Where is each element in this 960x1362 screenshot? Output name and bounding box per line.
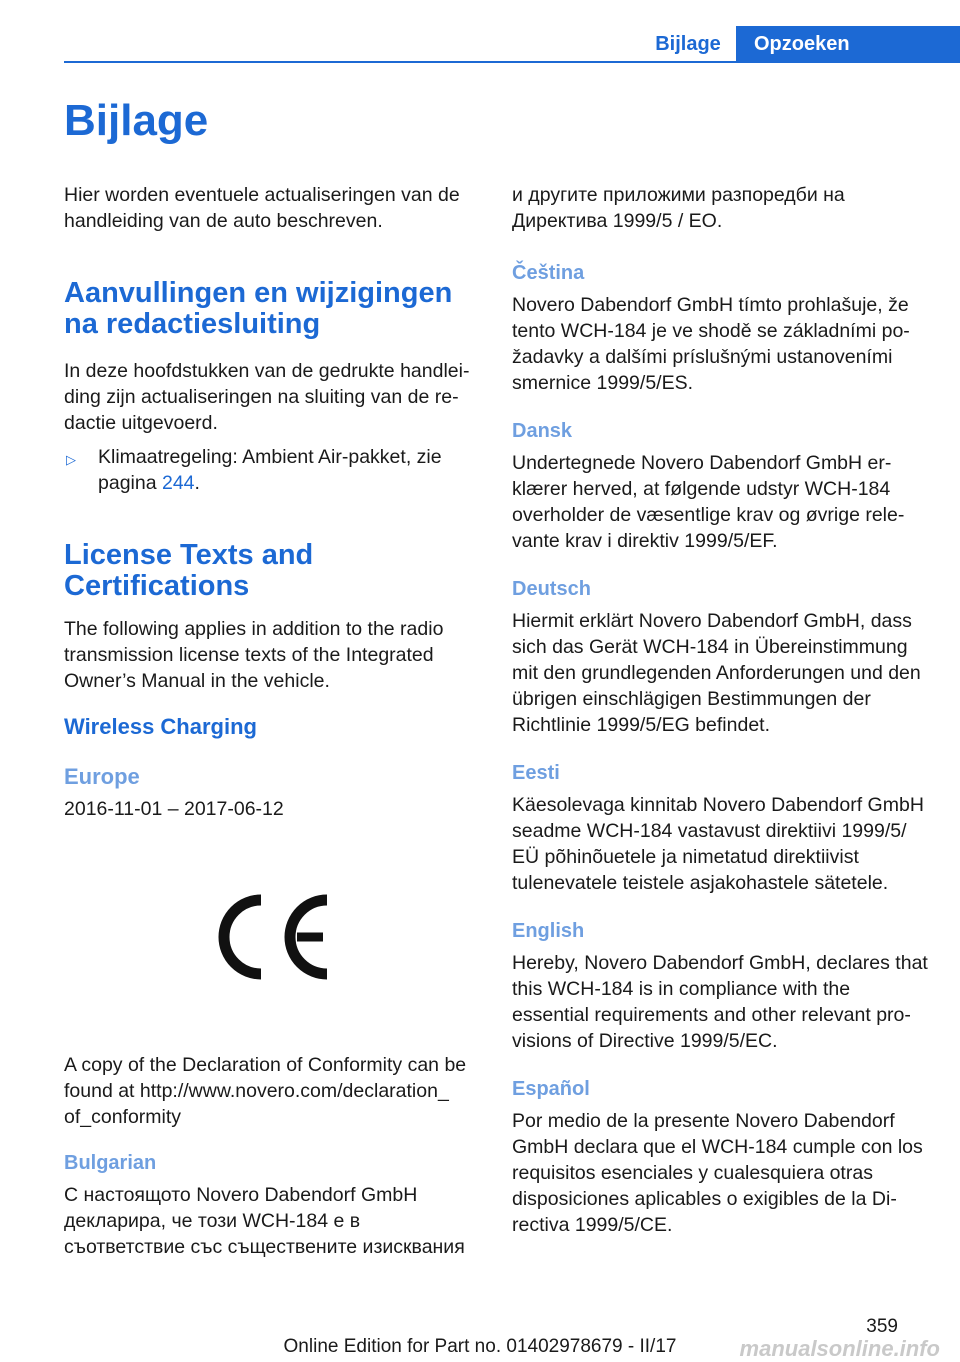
header-bar <box>0 0 960 62</box>
heading-bulgarian: Bulgarian <box>64 1152 157 1174</box>
dansk-text: Undertegnede Novero Dabendorf GmbH erklærer herved, at følgende udstyr WCH-184 overholder de væsentlige krav og øvrige relevante krav i direktiv 1999/5/EF. <box>512 452 905 552</box>
page-link[interactable]: 244 <box>161 472 195 494</box>
license-text: The following applies in addition to the radio transmission license texts of the Integrated Owner’s Manual in the vehicle. <box>64 618 444 692</box>
heading-espanol: Español <box>512 1078 590 1100</box>
date-range: 2016-11-01 – 2017-06-12 <box>64 798 284 820</box>
header-rule <box>64 61 960 63</box>
watermark: manualsonline.info <box>739 1336 940 1361</box>
tab-opzoeken[interactable]: Opzoeken <box>736 26 960 62</box>
bulgarian-text: С настоящото Novero Dabendorf GmbH декларира, че този WCH-184 е в съответствие със съществените изисквания <box>64 1184 465 1258</box>
triangle-bullet-icon: ▷ <box>66 452 76 467</box>
bullet-end: . <box>194 472 200 494</box>
updates-text: In deze hoofdstukken van de gedrukte handleiding zijn actualiseringen na sluiting van de redactie uitgevoerd. <box>64 360 470 434</box>
heading-updates: Aanvullingen en wijzigingen na redactiesluiting <box>64 277 453 340</box>
bulgarian-text-continued: и другите приложими разпоредби на Директива 1999/5 / ЕО. <box>512 184 845 232</box>
bullet-text: Klimaatregeling: Ambient Air-pakket, zie pagina <box>98 446 442 494</box>
page-number: 359 <box>866 1316 898 1337</box>
heading-deutsch: Deutsch <box>512 578 591 600</box>
heading-wireless-charging: Wireless Charging <box>64 714 257 739</box>
heading-europe: Europe <box>64 764 140 789</box>
list-item <box>64 444 484 496</box>
heading-english: English <box>512 920 585 942</box>
heading-license: License Texts and Certifications <box>64 539 314 602</box>
eesti-text: Käesolevaga kinnitab Novero Dabendorf GmbH seadme WCH-184 vastavust direktiivi 1999/5/ EÜ põhinõuetele ja nimetatud direktiivist tulenevatele teistele asjakohastele sätetele. <box>512 794 924 894</box>
heading-cestina: Čeština <box>512 262 585 284</box>
page-title: Bijlage <box>64 96 209 145</box>
ce-mark-icon <box>209 892 339 982</box>
right-column <box>512 182 930 1238</box>
declaration-copy-text: A copy of the Declaration of Conformity can be found at http://www.novero.com/declaration_ of_conformity <box>64 1054 467 1128</box>
heading-dansk: Dansk <box>512 420 573 442</box>
left-column <box>64 182 484 1260</box>
english-text: Hereby, Novero Dabendorf GmbH, declares that this WCH-184 is in compliance with the essential requirements and other relevant provisions of Directive 1999/5/EC. <box>512 952 928 1052</box>
intro-text: Hier worden eventuele actualiseringen van de handleiding van de auto beschreven. <box>64 184 460 232</box>
deutsch-text: Hiermit erklärt Novero Dabendorf GmbH, dass sich das Gerät WCH-184 in Übereinstimmung mit den grundlegenden Anforderungen und den übrigen einschlägigen Bestimmungen der Richtlinie 1999/5/EG befindet. <box>512 610 921 736</box>
tab-section-bijlage[interactable]: Bijlage <box>655 33 721 55</box>
espanol-text: Por medio de la presente Novero Dabendorf GmbH declara que el WCH-184 cumple con los requisitos esenciales y cualesquiera otras disposiciones aplicables o exigibles de la Directiva 1999/5/CE. <box>512 1110 923 1236</box>
cestina-text: Novero Dabendorf GmbH tímto prohlašuje, že tento WCH-184 je ve shodě se základními požadavky a dalšími príslušnými ustanoveními smernice 1999/5/ES. <box>512 294 910 394</box>
footer-edition: Online Edition for Part no. 01402978679 - II/17 <box>283 1336 677 1357</box>
heading-eesti: Eesti <box>512 762 560 784</box>
